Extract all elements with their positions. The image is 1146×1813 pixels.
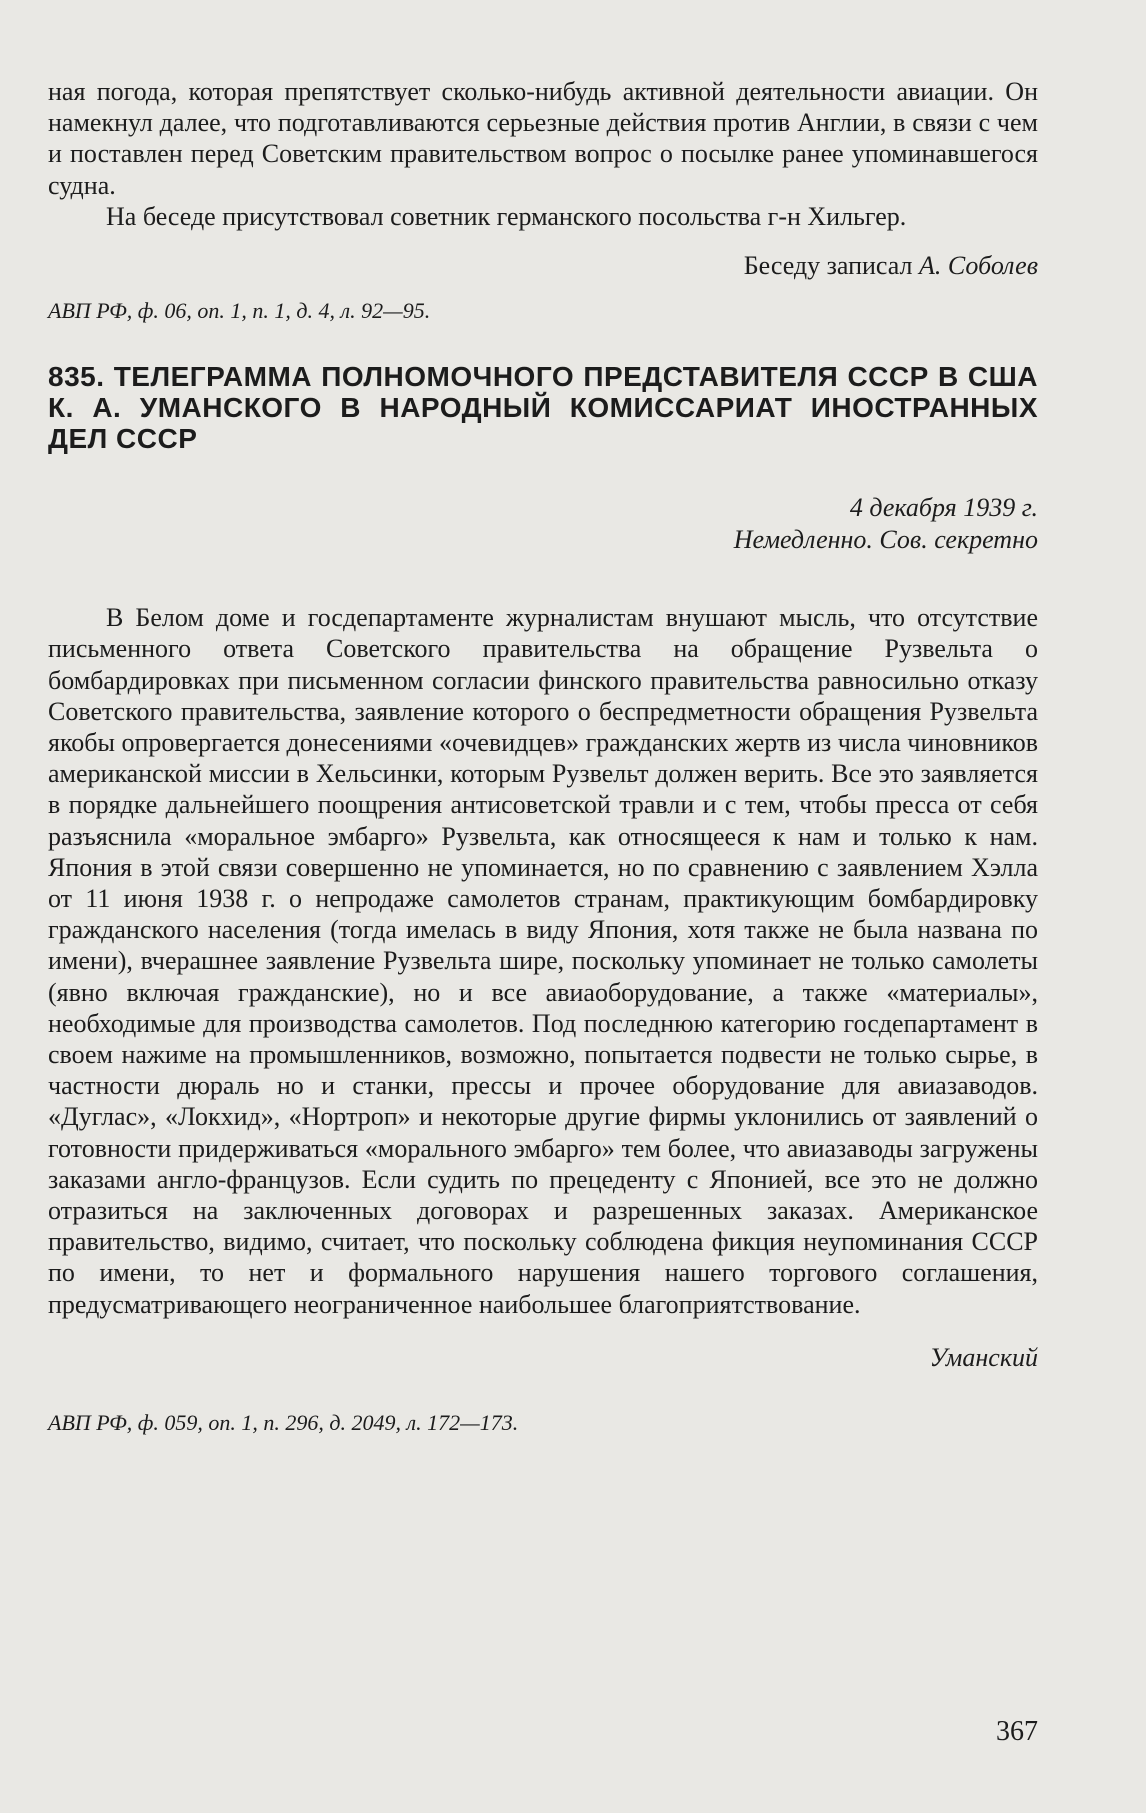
page-number: 367 [996, 1716, 1038, 1747]
signature-prefix: Беседу записал [743, 251, 920, 281]
document-page [48, 76, 1038, 1437]
telegram-signature: Уманский [929, 1342, 1038, 1372]
attendance-paragraph: На беседе присутствовал советник германского посольства г-н Хильгер. [106, 201, 907, 231]
document-heading: 835. ТЕЛЕГРАММА ПОЛНОМОЧНОГО ПРЕДСТАВИТЕЛЯ СССР В США К. А. УМАНСКОГО В НАРОДНЫЙ КОМИССАРИАТ ИНОСТРАННЫХ ДЕЛ СССР [48, 361, 1038, 455]
telegram-body: В Белом доме и госдепартаменте журналистам внушают мысль, что отсутствие письменного ответа Советского правительства на обращение Рузвельта о бомбардировках при письменном согласии финского правительства равносильно отказу Советского правительства, заявление которого о беспредметности обращения Рузвельта якобы опровергается донесениями «очевидцев» гражданских жертв из числа чиновников американской миссии в Хельсинки, которым Рузвельт должен верить. Все это заявляется в порядке дальнейшего поощрения антисоветской травли и с тем, чтобы пресса от себя разъяснила «моральное эмбарго» Рузвельта, как относящееся к нам и только к нам. Япония в этой связи совершенно не упоминается, но по сравнению с заявлением Хэлла от 11 июня 1938 г. о непродаже самолетов странам, практикующим бомбардировку гражданского населения (тогда имелась в виду Япония, хотя также не была названа по имени), вчерашнее заявление Рузвельта шире, поскольку упоминает не только самолеты (явно включая гражданские), но и все авиаоборудование, а также «материалы», необходимые для производства самолетов. Под последнюю категорию госдепартамент в своем нажиме на промышленников, возможно, попытается подвести не только сырье, в частности дюраль но и станки, прессы и прочее оборудование для авиазаводов. «Дуглас», «Локхид», «Нортроп» и некоторые другие фирмы уклонились от заявлений о готовности придерживаться «морального эмбарго» тем более, что авиазаводы загружены заказами англо-французов. Если судить по прецеденту с Японией, все это не должно отразиться на заключенных договорах и разрешенных заказах. Американское правительство, видимо, считает, что поскольку соблюдена фикция неупоминания СССР по имени, то нет и формального нарушения нашего торгового соглашения, предусматривающего неограниченное наибольшее благоприятствование. [48, 603, 1038, 1319]
signature-name: А. Соболев [919, 251, 1038, 281]
archive-source-1: АВП РФ, ф. 06, оп. 1, п. 1, д. 4, л. 92—95. [48, 298, 431, 324]
date-block [48, 492, 1038, 556]
continuation-paragraph: ная погода, которая препятствует сколько-нибудь активной деятельности авиации. Он намекнул далее, что подготавливаются серьезные действия против Англии, в связи с чем и поставлен перед Советским правительством вопрос о посылке ранее упоминавшегося судна. [48, 77, 1038, 200]
archive-source-2: АВП РФ, ф. 059, оп. 1, п. 296, д. 2049, л. 172—173. [48, 1409, 519, 1435]
document-date: 4 декабря 1939 г. [849, 493, 1038, 523]
record-signature [48, 250, 1038, 281]
classification-mark: Немедленно. Сов. секретно [733, 525, 1038, 555]
